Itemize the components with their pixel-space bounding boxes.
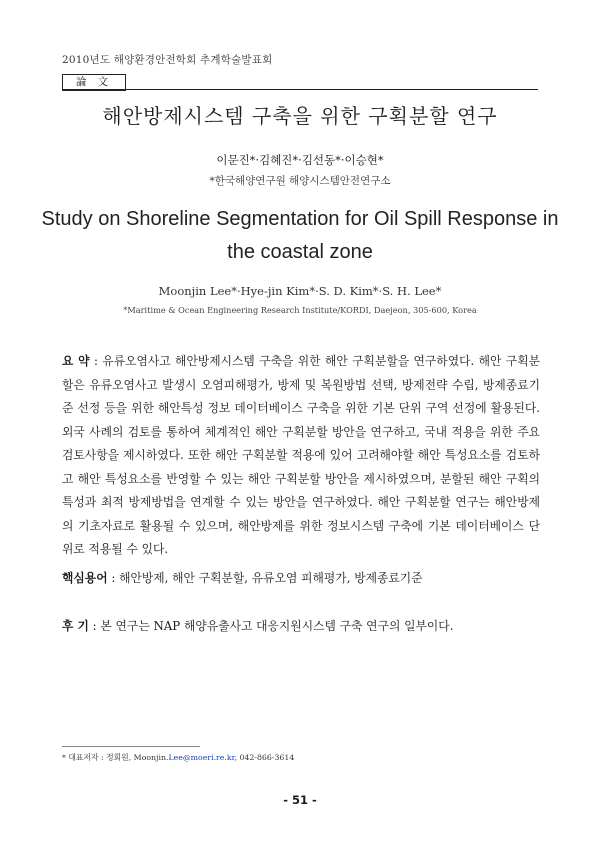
footnote (62, 752, 294, 763)
acknowledgement (62, 617, 540, 634)
affiliation-english: *Maritime & Ocean Engineering Research Institute/KORDI, Daejeon, 305-600, Korea (123, 305, 477, 315)
keywords-label: 핵심용어 (62, 571, 108, 585)
footnote-prefix: * 대표저자 : 정회원, Moonjin. (62, 753, 169, 762)
keywords (62, 569, 540, 586)
footnote-suffix: , 042-866-3614 (234, 753, 295, 762)
page-number: - 51 - (283, 793, 317, 807)
abstract-label: 요 약 (62, 354, 90, 368)
title-korean: 해안방제시스템 구축을 위한 구획분할 연구 (102, 104, 498, 128)
abstract (62, 350, 540, 562)
header-rule (62, 89, 538, 90)
keywords-text: : 해안방제, 해안 구획분할, 유류오염 피해평가, 방제종료기준 (107, 571, 423, 585)
affiliation-korean: *한국해양연구원 해양시스템안전연구소 (209, 175, 391, 187)
abstract-text: : 유류오염사고 해안방제시스템 구축을 위한 해안 구획분할을 연구하였다. 해안 구획분할은 유류오염사고 발생시 오염피해평가, 방제 및 복원방법 선택, 방제전략 수립, 방제종료기준 선정 등을 위한 해안특성 정보 데이터베이스 구축을 위한 기본 단위 구역 선정에 활용된다. 외국 사례의 검토를 통하여 체계적인 해안 구획분할 방안을 연구하고, 국내 적용을 위한 주요 검토사항을 제시하였다. 또한 해안 구획분할 적용에 있어 고려해야할 해안 특성요소를 검토하고 해안 특성요소를 반영할 수 있는 해안 구획분할 방안을 제시하였으며, 분할된 해안 구획의 특성과 최적 방제방법을 연계할 수 있는 방안을 연구하였다. 해안 구획분할 연구는 해안방제의 기초자료로 활용될 수 있으며, 해안방제를 위한 정보시스템 구축에 기본 데이터베이스 단위로 적용될 수 있다. (62, 354, 540, 556)
conference-header: 2010년도 해양환경안전학회 추계학술발표회 (62, 54, 273, 66)
acknowledgement-text: : 본 연구는 NAP 해양유출사고 대응지원시스템 구축 연구의 일부이다. (88, 619, 454, 633)
footnote-rule (62, 746, 200, 747)
authors-english: Moonjin Lee*·Hye-jin Kim*·S. D. Kim*·S. H. Lee* (158, 284, 442, 298)
authors-korean: 이문진*·김혜진*·김선동*·이승현* (216, 153, 384, 167)
email-link[interactable]: Lee@moeri.re.kr (168, 753, 235, 762)
acknowledgement-label: 후 기 (62, 619, 89, 633)
paper-type-tag: 論 文 (62, 74, 126, 91)
title-english: Study on Shoreline Segmentation for Oil Spill Response in the coastal zone (41, 208, 559, 263)
